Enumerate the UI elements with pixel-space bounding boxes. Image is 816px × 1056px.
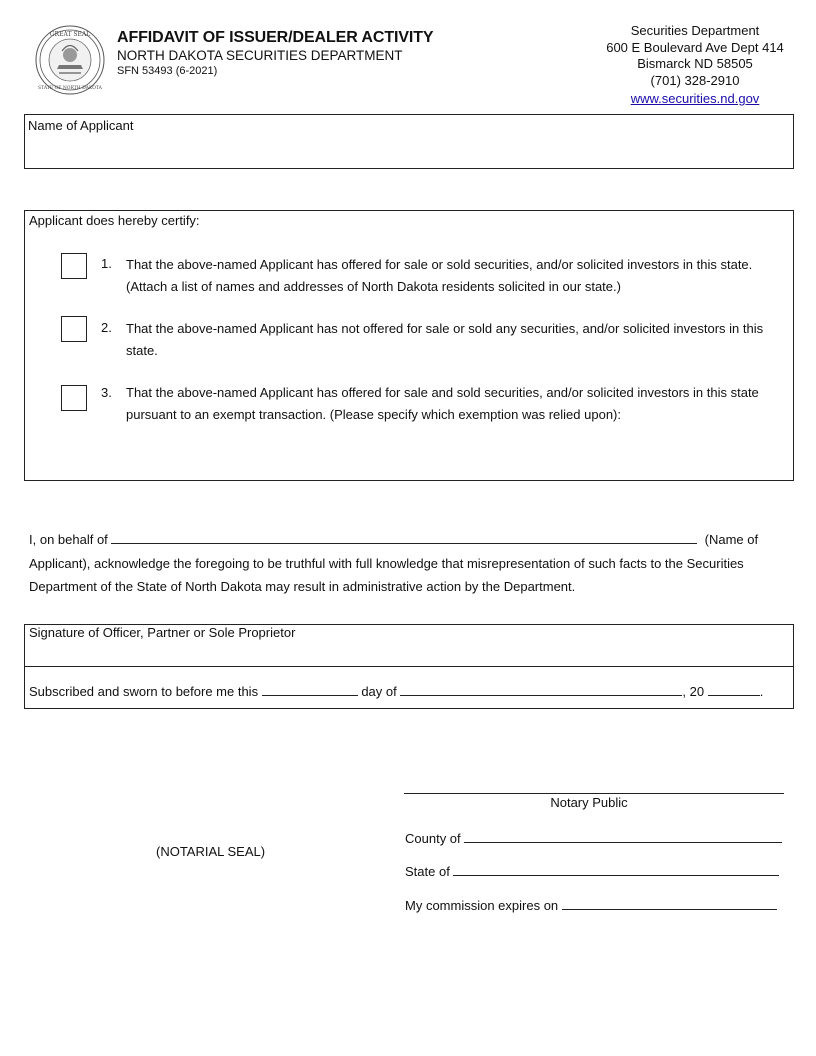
acknowledgement-suffix: (Name of Applicant), acknowledge the foregoing to be truthful with full knowledge that misrepresentation of such facts to the Securities Department of the State of North Dakota may result in administrative action by the Department. [29,532,759,594]
signature-divider [25,666,793,667]
certify-checkbox-3[interactable] [61,385,87,411]
on-behalf-of-input[interactable] [111,529,697,544]
form-title: AFFIDAVIT OF ISSUER/DEALER ACTIVITY [117,29,434,46]
seal-text-bottom: STATE OF NORTH DAKOTA [38,86,102,91]
sworn-statement [29,681,763,699]
department-name: NORTH DAKOTA SECURITIES DEPARTMENT [117,48,403,63]
sworn-day-of: day of [361,684,397,699]
sworn-day-input[interactable] [262,681,358,696]
county-input[interactable] [464,828,782,843]
county-label: County of [405,831,461,846]
signature-section [24,624,794,709]
address-line-2: 600 E Boulevard Ave Dept 414 [606,39,784,55]
notary-signature-line[interactable] [404,793,784,794]
notary-public-label: Notary Public [550,795,628,810]
address-phone: (701) 328-2910 [650,72,740,88]
state-label: State of [405,864,450,879]
certification-section [24,210,794,481]
sworn-month-input[interactable] [400,681,682,696]
commission-label: My commission expires on [405,898,559,913]
certify-number-1: 1. [101,256,112,271]
acknowledgement-paragraph [29,528,779,599]
certify-text-2: That the above-named Applicant has not offered for sale or sold any securities, and/or solicited investors in this state. [126,321,764,358]
certification-heading: Applicant does hereby certify: [29,213,200,228]
state-row [405,861,779,879]
department-address [595,23,795,108]
applicant-name-field[interactable] [24,114,794,169]
sworn-year-input[interactable] [708,681,760,696]
state-seal-image [35,25,105,95]
acknowledgement-prefix: I, on behalf of [29,532,108,547]
applicant-name-label: Name of Applicant [28,118,134,133]
seal-text-top: GREAT SEAL [49,31,91,38]
form-number: SFN 53493 (6-2021) [117,65,218,77]
website-link[interactable]: www.securities.nd.gov [630,91,760,106]
commission-expires-input[interactable] [562,895,777,910]
certify-text-1: That the above-named Applicant has offered for sale or sold securities, and/or solicited investors in this state. (Attach a list of names and addresses of North Dakota residents solicited in our state.) [126,257,753,294]
sworn-year-prefix: , 20 [682,684,705,699]
signature-label: Signature of Officer, Partner or Sole Proprietor [29,625,296,640]
certify-checkbox-2[interactable] [61,316,87,342]
certify-number-2: 2. [101,320,112,335]
certify-number-3: 3. [101,385,112,400]
county-row [405,828,782,846]
certify-checkbox-1[interactable] [61,253,87,279]
certify-text-3: That the above-named Applicant has offered for sale and sold securities, and/or solicited investors in this state pursuant to an exempt transaction. (Please specify which exemption was relied upon): [126,385,759,422]
sworn-prefix: Subscribed and sworn to before me this [29,684,259,699]
state-input[interactable] [453,861,779,876]
commission-row [405,895,777,913]
address-line-1: Securities Department [630,23,760,38]
sworn-end: . [759,684,764,699]
address-line-3: Bismarck ND 58505 [637,56,753,71]
notarial-seal-label: (NOTARIAL SEAL) [156,844,266,859]
